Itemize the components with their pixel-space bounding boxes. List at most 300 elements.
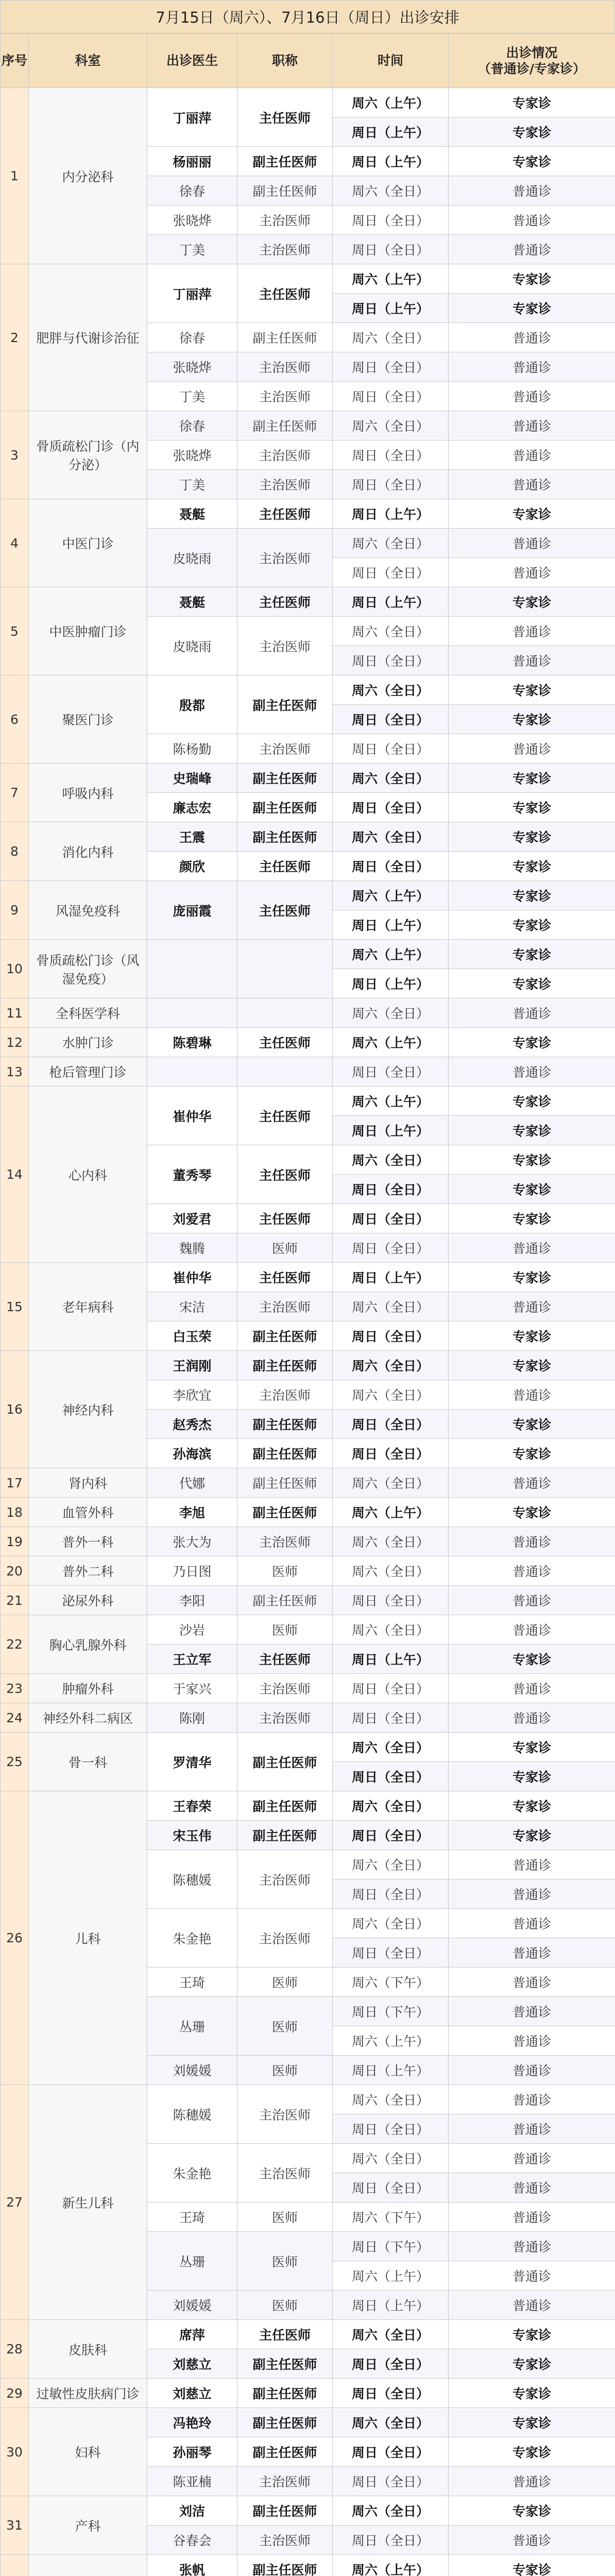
doctor-title: 主任医师 — [237, 1145, 333, 1204]
schedule-row — [1, 2408, 615, 2437]
visit-type: 专家诊 — [449, 764, 615, 793]
clinic-time: 周日（上午） — [333, 2291, 449, 2320]
dept-name: 中医肿瘤门诊 — [29, 587, 147, 675]
visit-type: 普通诊 — [449, 382, 615, 411]
clinic-time: 周日（全日） — [333, 1821, 449, 1850]
visit-type: 普通诊 — [449, 1527, 615, 1556]
clinic-time: 周日（全日） — [333, 2379, 449, 2408]
doctor-title: 副主任医师 — [237, 2408, 333, 2437]
dept-number: 22 — [1, 1615, 29, 1674]
doctor-name: 孙丽琴 — [147, 2437, 237, 2467]
visit-type: 普通诊 — [449, 1057, 615, 1087]
dept-number: 25 — [1, 1733, 29, 1791]
visit-type: 普通诊 — [449, 2202, 615, 2232]
schedule-row — [1, 411, 615, 440]
doctor-name: 崔仲华 — [147, 1263, 237, 1292]
dept-number: 31 — [1, 2496, 29, 2555]
doctor-title: 副主任医师 — [237, 1821, 333, 1850]
clinic-time: 周六（全日） — [333, 1351, 449, 1380]
schedule-row — [1, 675, 615, 705]
dept-number: 3 — [1, 411, 29, 499]
doctor-name: 李旭 — [147, 1498, 237, 1527]
doctor-title: 主治医师 — [237, 734, 333, 764]
visit-type: 专家诊 — [449, 1263, 615, 1292]
dept-number: 13 — [1, 1057, 29, 1087]
doctor-title: 主治医师 — [237, 470, 333, 499]
dept-name: 消化内科 — [29, 822, 147, 881]
dept-name: 产科 — [29, 2496, 147, 2555]
doctor-name: 徐春 — [147, 323, 237, 352]
doctor-name: 殷都 — [147, 675, 237, 734]
doctor-name: 王春荣 — [147, 1791, 237, 1821]
doctor-name: 徐春 — [147, 411, 237, 440]
header-time: 时间 — [333, 34, 449, 88]
doctor-name: 刘慈立 — [147, 2349, 237, 2379]
visit-type: 普通诊 — [449, 1968, 615, 1997]
clinic-time: 周日（全日） — [333, 206, 449, 235]
doctor-title: 副主任医师 — [237, 1733, 333, 1791]
schedule-row — [1, 88, 615, 117]
clinic-time: 周六（全日） — [333, 1850, 449, 1879]
dept-name: 神经外科二病区 — [29, 1703, 147, 1733]
clinic-time: 周日（全日） — [333, 2114, 449, 2144]
dept-number: 7 — [1, 764, 29, 822]
visit-type: 专家诊 — [449, 1791, 615, 1821]
schedule-row — [1, 1028, 615, 1057]
visit-type: 普通诊 — [449, 2261, 615, 2291]
visit-type: 专家诊 — [449, 675, 615, 705]
doctor-title: 主治医师 — [237, 206, 333, 235]
doctor-name: 冯艳玲 — [147, 2408, 237, 2437]
doctor-name: 庞丽霞 — [147, 881, 237, 940]
dept-number: 20 — [1, 1556, 29, 1586]
schedule-row — [1, 1733, 615, 1762]
doctor-name: 白玉荣 — [147, 1321, 237, 1351]
clinic-time: 周六（全日） — [333, 2320, 449, 2349]
visit-type: 普通诊 — [449, 2526, 615, 2555]
clinic-time: 周日（下午） — [333, 2232, 449, 2261]
clinic-time: 周六（全日） — [333, 617, 449, 646]
clinic-time: 周日（全日） — [333, 235, 449, 264]
doctor-name: 宋玉伟 — [147, 1821, 237, 1850]
doctor-title: 副主任医师 — [237, 1439, 333, 1468]
doctor-title: 主治医师 — [237, 1909, 333, 1968]
doctor-name: 乃日图 — [147, 1556, 237, 1586]
doctor-name: 张晓烨 — [147, 440, 237, 470]
visit-type: 专家诊 — [449, 852, 615, 881]
visit-type: 普通诊 — [449, 1674, 615, 1703]
clinic-time: 周日（全日） — [333, 2173, 449, 2202]
doctor-title: 主任医师 — [237, 1263, 333, 1292]
clinic-time: 周六（全日） — [333, 998, 449, 1028]
visit-type: 专家诊 — [449, 940, 615, 969]
dept-name: 肾内科 — [29, 1468, 147, 1498]
visit-type: 专家诊 — [449, 881, 615, 910]
dept-number: 30 — [1, 2408, 29, 2496]
clinic-time: 周六（全日） — [333, 1909, 449, 1938]
doctor-title: 医师 — [237, 2056, 333, 2085]
visit-type: 普通诊 — [449, 440, 615, 470]
doctor-title: 副主任医师 — [237, 2496, 333, 2526]
visit-type: 专家诊 — [449, 1733, 615, 1762]
page-title: 7月15日（周六）、7月16日（周日）出诊安排 — [0, 0, 615, 33]
doctor-name: 刘洁 — [147, 2496, 237, 2526]
clinic-time: 周日（全日） — [333, 1057, 449, 1087]
doctor-title: 主治医师 — [237, 1527, 333, 1556]
schedule-row — [1, 1351, 615, 1380]
visit-type: 专家诊 — [449, 499, 615, 529]
visit-type: 普通诊 — [449, 176, 615, 206]
clinic-time: 周六（全日） — [333, 764, 449, 793]
dept-number — [1, 2555, 29, 2576]
dept-number: 8 — [1, 822, 29, 881]
visit-type: 专家诊 — [449, 1821, 615, 1850]
doctor-title: 主任医师 — [237, 1645, 333, 1674]
clinic-time: 周六（上午） — [333, 1498, 449, 1527]
doctor-title: 医师 — [237, 1615, 333, 1645]
visit-type: 专家诊 — [449, 705, 615, 734]
dept-name: 内分泌科 — [29, 88, 147, 264]
doctor-title: 主治医师 — [237, 440, 333, 470]
clinic-time: 周日（全日） — [333, 793, 449, 822]
doctor-title: 医师 — [237, 1556, 333, 1586]
clinic-time: 周日（全日） — [333, 1233, 449, 1263]
dept-name: 中医门诊 — [29, 499, 147, 587]
clinic-time: 周六（全日） — [333, 1733, 449, 1762]
dept-name: 皮肤科 — [29, 2320, 147, 2379]
visit-type: 专家诊 — [449, 294, 615, 323]
clinic-time: 周六（上午） — [333, 88, 449, 117]
visit-type: 专家诊 — [449, 88, 615, 117]
clinic-time: 周日（全日） — [333, 646, 449, 675]
clinic-time: 周日（全日） — [333, 1175, 449, 1204]
schedule-row — [1, 1615, 615, 1645]
visit-type: 普通诊 — [449, 2173, 615, 2202]
visit-type: 普通诊 — [449, 1468, 615, 1498]
doctor-title: 主治医师 — [237, 1292, 333, 1321]
doctor-name: 杨丽丽 — [147, 147, 237, 176]
doctor-title: 主治医师 — [237, 352, 333, 382]
doctor-name: 刘爱君 — [147, 1204, 237, 1233]
clinic-time: 周日（全日） — [333, 705, 449, 734]
visit-type: 专家诊 — [449, 1498, 615, 1527]
doctor-title: 副主任医师 — [237, 1351, 333, 1380]
doctor-name: 丛珊 — [147, 2232, 237, 2291]
visit-type: 专家诊 — [449, 1645, 615, 1674]
visit-type: 普通诊 — [449, 1615, 615, 1645]
clinic-time: 周日（上午） — [333, 1116, 449, 1145]
visit-type: 专家诊 — [449, 2437, 615, 2467]
doctor-title: 副主任医师 — [237, 411, 333, 440]
doctor-title: 副主任医师 — [237, 2437, 333, 2467]
clinic-time: 周日（全日） — [333, 2349, 449, 2379]
visit-type: 普通诊 — [449, 998, 615, 1028]
doctor-name: 于家兴 — [147, 1674, 237, 1703]
dept-number: 28 — [1, 2320, 29, 2379]
doctor-title: 主任医师 — [237, 2320, 333, 2349]
visit-type: 普通诊 — [449, 470, 615, 499]
doctor-title: 医师 — [237, 2291, 333, 2320]
doctor-name: 王琦 — [147, 1968, 237, 1997]
clinic-time: 周六（全日） — [333, 1556, 449, 1586]
clinic-time: 周六（全日） — [333, 2085, 449, 2114]
doctor-title: 主任医师 — [237, 1028, 333, 1057]
doctor-name: 丁美 — [147, 382, 237, 411]
clinic-time: 周六（上午） — [333, 940, 449, 969]
doctor-name — [147, 998, 237, 1028]
visit-type: 专家诊 — [449, 1028, 615, 1057]
clinic-time: 周六（全日） — [333, 822, 449, 852]
clinic-time: 周日（上午） — [333, 499, 449, 529]
clinic-time: 周日（全日） — [333, 1439, 449, 1468]
dept-number: 9 — [1, 881, 29, 940]
clinic-time: 周日（上午） — [333, 969, 449, 998]
doctor-title: 主治医师 — [237, 2526, 333, 2555]
schedule-row — [1, 2555, 615, 2576]
doctor-title: 副主任医师 — [237, 1586, 333, 1615]
visit-type: 普通诊 — [449, 352, 615, 382]
visit-type: 普通诊 — [449, 1586, 615, 1615]
visit-type: 普通诊 — [449, 2467, 615, 2496]
doctor-name: 李欣宜 — [147, 1380, 237, 1410]
dept-number: 21 — [1, 1586, 29, 1615]
doctor-name: 代娜 — [147, 1468, 237, 1498]
doctor-name: 陈亚楠 — [147, 2467, 237, 2496]
visit-type: 普通诊 — [449, 235, 615, 264]
header-department: 科室 — [29, 34, 147, 88]
doctor-name: 崔仲华 — [147, 1087, 237, 1145]
doctor-title: 副主任医师 — [237, 147, 333, 176]
clinic-time: 周六（全日） — [333, 675, 449, 705]
schedule-row — [1, 1263, 615, 1292]
visit-type: 专家诊 — [449, 1762, 615, 1791]
clinic-time: 周日（全日） — [333, 440, 449, 470]
visit-type: 专家诊 — [449, 1145, 615, 1175]
doctor-name: 史瑞峰 — [147, 764, 237, 793]
header-no: 序号 — [1, 34, 29, 88]
dept-name: 心内科 — [29, 1087, 147, 1263]
clinic-time: 周日（全日） — [333, 1703, 449, 1733]
dept-name: 泌尿外科 — [29, 1586, 147, 1615]
dept-name: 呼吸内科 — [29, 764, 147, 822]
doctor-name: 孙海滨 — [147, 1439, 237, 1468]
schedule-row — [1, 1586, 615, 1615]
dept-number: 2 — [1, 264, 29, 411]
doctor-name: 刘媛媛 — [147, 2291, 237, 2320]
clinic-time: 周日（全日） — [333, 2526, 449, 2555]
doctor-title: 副主任医师 — [237, 822, 333, 852]
clinic-time: 周日（全日） — [333, 1410, 449, 1439]
dept-number: 27 — [1, 2085, 29, 2320]
doctor-name: 王润刚 — [147, 1351, 237, 1380]
doctor-name: 席萍 — [147, 2320, 237, 2349]
clinic-time: 周日（全日） — [333, 382, 449, 411]
dept-name: 肿瘤外科 — [29, 1674, 147, 1703]
doctor-title: 医师 — [237, 1997, 333, 2056]
doctor-name: 皮晓雨 — [147, 529, 237, 587]
doctor-title: 主任医师 — [237, 499, 333, 529]
clinic-time: 周日（全日） — [333, 1204, 449, 1233]
doctor-name: 朱金艳 — [147, 2144, 237, 2202]
doctor-title: 主任医师 — [237, 264, 333, 323]
doctor-name: 陈穗媛 — [147, 2085, 237, 2144]
doctor-title: 副主任医师 — [237, 764, 333, 793]
visit-type: 普通诊 — [449, 734, 615, 764]
doctor-title: 副主任医师 — [237, 1791, 333, 1821]
doctor-name: 张晓烨 — [147, 206, 237, 235]
doctor-title: 主治医师 — [237, 2144, 333, 2202]
doctor-name — [147, 1057, 237, 1087]
dept-number: 15 — [1, 1263, 29, 1351]
visit-type: 专家诊 — [449, 2349, 615, 2379]
doctor-title: 医师 — [237, 2232, 333, 2291]
schedule-row — [1, 1556, 615, 1586]
clinic-time: 周六（全日） — [333, 176, 449, 206]
doctor-title: 主治医师 — [237, 235, 333, 264]
dept-name: 老年病科 — [29, 1263, 147, 1351]
doctor-title: 主治医师 — [237, 1703, 333, 1733]
visit-type: 专家诊 — [449, 1351, 615, 1380]
dept-number: 23 — [1, 1674, 29, 1703]
clinic-time: 周日（上午） — [333, 294, 449, 323]
doctor-title: 主治医师 — [237, 529, 333, 587]
visit-type: 专家诊 — [449, 793, 615, 822]
dept-name: 枪后管理门诊 — [29, 1057, 147, 1087]
doctor-name: 丁丽萍 — [147, 88, 237, 147]
visit-type: 普通诊 — [449, 1850, 615, 1879]
doctor-name — [147, 940, 237, 998]
schedule-body — [1, 88, 615, 2576]
visit-type: 专家诊 — [449, 2555, 615, 2576]
visit-type: 专家诊 — [449, 2408, 615, 2437]
clinic-time: 周六（上午） — [333, 881, 449, 910]
clinic-time: 周日（上午） — [333, 1645, 449, 1674]
dept-name — [29, 2555, 147, 2576]
doctor-title: 主治医师 — [237, 382, 333, 411]
clinic-time: 周六（上午） — [333, 1028, 449, 1057]
visit-type: 普通诊 — [449, 617, 615, 646]
doctor-name: 张晓烨 — [147, 352, 237, 382]
clinic-time: 周六（全日） — [333, 1145, 449, 1175]
dept-name: 妇科 — [29, 2408, 147, 2496]
doctor-title: 主治医师 — [237, 2467, 333, 2496]
doctor-name: 聂艇 — [147, 587, 237, 617]
clinic-time: 周日（全日） — [333, 1762, 449, 1791]
dept-number: 16 — [1, 1351, 29, 1468]
dept-name: 骨质疏松门诊（内分泌） — [29, 411, 147, 499]
visit-type: 专家诊 — [449, 147, 615, 176]
visit-type: 专家诊 — [449, 1087, 615, 1116]
clinic-time: 周日（下午） — [333, 1997, 449, 2026]
visit-type: 普通诊 — [449, 2114, 615, 2144]
doctor-name: 丁美 — [147, 470, 237, 499]
dept-name: 血管外科 — [29, 1498, 147, 1527]
doctor-name: 陈刚 — [147, 1703, 237, 1733]
clinic-time: 周六（全日） — [333, 1791, 449, 1821]
doctor-name: 赵秀杰 — [147, 1410, 237, 1439]
doctor-name: 宋洁 — [147, 1292, 237, 1321]
clinic-time: 周六（上午） — [333, 2026, 449, 2056]
visit-type: 普通诊 — [449, 1938, 615, 1968]
dept-number: 12 — [1, 1028, 29, 1057]
doctor-title: 医师 — [237, 1968, 333, 1997]
schedule-row — [1, 264, 615, 294]
schedule-row — [1, 1791, 615, 1821]
clinic-time: 周日（上午） — [333, 910, 449, 940]
schedule-row — [1, 2496, 615, 2526]
clinic-time: 周日（全日） — [333, 2467, 449, 2496]
dept-number: 19 — [1, 1527, 29, 1556]
doctor-name: 颜欣 — [147, 852, 237, 881]
dept-number: 14 — [1, 1087, 29, 1263]
dept-number: 6 — [1, 675, 29, 764]
clinic-time: 周日（上午） — [333, 1263, 449, 1292]
visit-type: 普通诊 — [449, 206, 615, 235]
dept-number: 18 — [1, 1498, 29, 1527]
dept-number: 10 — [1, 940, 29, 998]
schedule-row — [1, 1468, 615, 1498]
doctor-title: 副主任医师 — [237, 176, 333, 206]
visit-type: 专家诊 — [449, 910, 615, 940]
clinic-time: 周日（全日） — [333, 470, 449, 499]
visit-type: 专家诊 — [449, 1410, 615, 1439]
clinic-time: 周六（上午） — [333, 2555, 449, 2576]
doctor-title: 主任医师 — [237, 1204, 333, 1233]
visit-type: 专家诊 — [449, 1116, 615, 1145]
clinic-time: 周日（全日） — [333, 1879, 449, 1909]
schedule-row — [1, 1703, 615, 1733]
doctor-title: 副主任医师 — [237, 675, 333, 734]
doctor-title: 副主任医师 — [237, 1468, 333, 1498]
clinic-time: 周日（全日） — [333, 1321, 449, 1351]
doctor-title: 副主任医师 — [237, 793, 333, 822]
doctor-name: 陈穗媛 — [147, 1850, 237, 1909]
doctor-name: 丛珊 — [147, 1997, 237, 2056]
doctor-name: 董秀琴 — [147, 1145, 237, 1204]
clinic-time: 周日（全日） — [333, 1674, 449, 1703]
doctor-title: 主治医师 — [237, 617, 333, 675]
doctor-name: 魏腾 — [147, 1233, 237, 1263]
doctor-title — [237, 940, 333, 998]
visit-type: 普通诊 — [449, 2026, 615, 2056]
doctor-title: 主任医师 — [237, 881, 333, 940]
doctor-title: 主任医师 — [237, 852, 333, 881]
dept-name: 聚医门诊 — [29, 675, 147, 764]
dept-name: 儿科 — [29, 1791, 147, 2085]
doctor-name: 丁美 — [147, 235, 237, 264]
header-visit-type: 出诊情况 （普通诊/专家诊） — [449, 34, 615, 88]
header-title: 职称 — [237, 34, 333, 88]
schedule-row — [1, 1674, 615, 1703]
visit-type: 专家诊 — [449, 587, 615, 617]
dept-number: 11 — [1, 998, 29, 1028]
clinic-time: 周六（下午） — [333, 1968, 449, 1997]
doctor-title: 主治医师 — [237, 2085, 333, 2144]
doctor-title: 副主任医师 — [237, 2555, 333, 2576]
doctor-title — [237, 998, 333, 1028]
doctor-name: 聂艇 — [147, 499, 237, 529]
doctor-title — [237, 1057, 333, 1087]
dept-number: 5 — [1, 587, 29, 675]
dept-number: 29 — [1, 2379, 29, 2408]
visit-type: 专家诊 — [449, 969, 615, 998]
schedule-row — [1, 1498, 615, 1527]
dept-name: 胸心乳腺外科 — [29, 1615, 147, 1674]
schedule-row — [1, 1057, 615, 1087]
doctor-name: 朱金艳 — [147, 1909, 237, 1968]
visit-type: 普通诊 — [449, 1997, 615, 2026]
clinic-time: 周日（上午） — [333, 147, 449, 176]
